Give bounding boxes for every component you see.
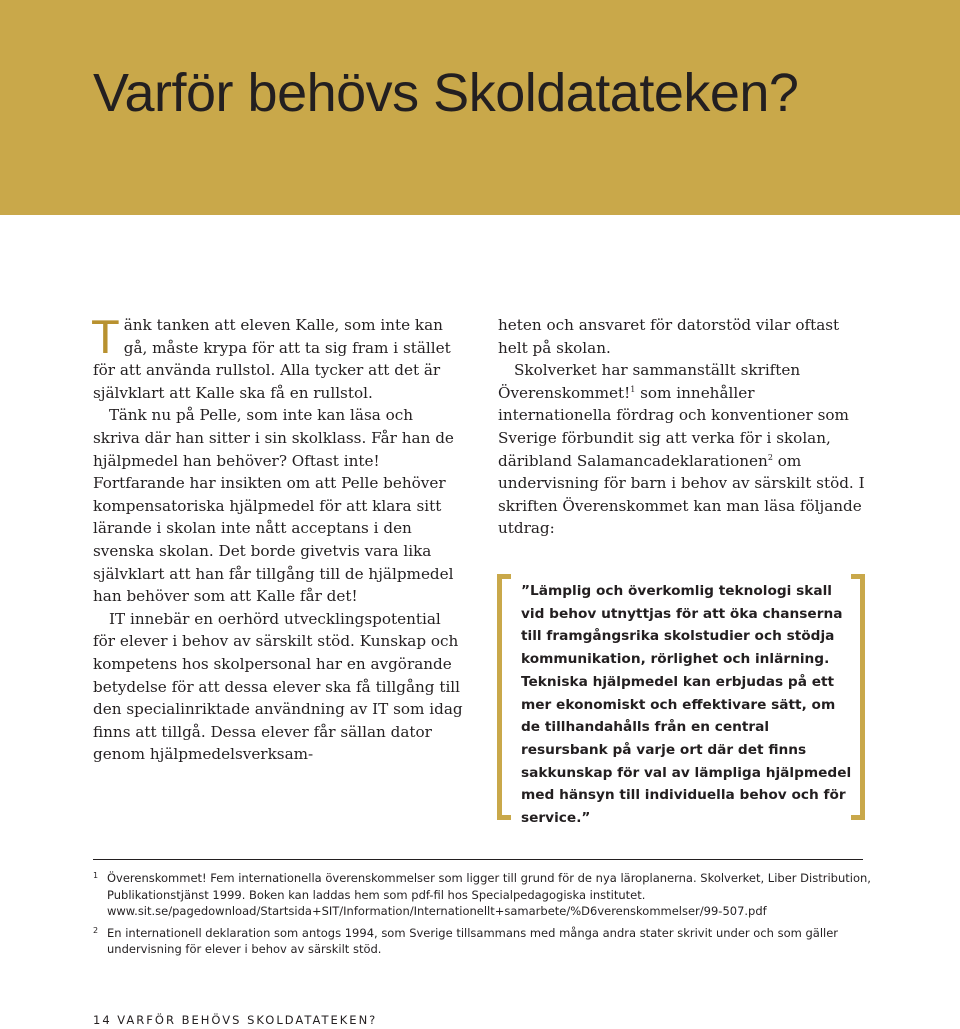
page-title: Varför behövs Skoldatateken? (93, 63, 799, 123)
footnote-number: 1 (93, 871, 99, 880)
drop-cap: T (91, 310, 120, 363)
page-number: 14 (93, 1013, 112, 1027)
paragraph-5-part-c: om undervisning för barn i behov av särskilt stöd. I skriften Överenskommet kan man läsa följande utdrag: (498, 451, 865, 538)
footnote-text: En internationell deklaration som antogs 1994, som Sverige tillsammans med många andra stater skrivit under och som gäller undervisning för elever i behov av särskilt stöd. (107, 925, 839, 956)
footnote-1 (93, 870, 883, 920)
paragraph-5-part-a: Skolverket har sammanställt skriften Överenskommet! (498, 361, 801, 402)
paragraph-5-part-b: som innehåller internationella fördrag och konventioner som Sverige förbundit sig att verka för i skolan, däribland Salamancadeklarationen (498, 383, 849, 470)
intro-paragraph (91, 310, 463, 404)
footnote-text: Överenskommet! Fem internationella överenskommelser som ligger till grund för de nya läroplanerna. Skolverket, Liber Distribution, Publikationstjänst 1999. Boken kan laddas hem som pdf-fil hos Specialpedagogiska institutet. www.sit.se/pagedownload/Startsida+SIT/Information/Internationellt+samarbete/%D6verenskommelser/99-507.pdf (107, 871, 871, 918)
quote-bracket-left (497, 574, 511, 820)
quote-bracket-right (851, 574, 865, 820)
footnote-ref-1: 1 (630, 384, 636, 394)
page-footer (93, 1013, 377, 1027)
footnote-2 (93, 925, 883, 958)
left-column (91, 310, 463, 766)
body-paragraph-4: heten och ansvaret för datorstöd vilar oftast helt på skolan. (498, 316, 840, 357)
footnote-number: 2 (93, 925, 99, 935)
running-title: VARFÖR BEHÖVS SKOLDATATEKEN? (117, 1013, 378, 1027)
body-paragraph-3: IT innebär en oerhörd utvecklingspotential för elever i behov av särskilt stöd. Kunskap och kompetens hos skolpersonal har en avgörande betydelse för att dessa elever ska få tillgång till den specialinriktade användning av IT som idag finns att tillgå. Dessa elever får sällan dator genom hjälpmedelsverksam- (93, 609, 463, 764)
pull-quote: ”Lämplig och överkomlig teknologi skall vid behov utnyttjas för att öka chanserna till framgångsrika skolstudier och stödja kommunikation, rörlighet och inlärning. Tekniska hjälpmedel kan erbjudas på ett mer ekonomiskt och effektivare sätt, om de tillhandahålls från en central resursbank på varje ort där det finns sakkunskap för val av lämpliga hjälpmedel med hänsyn till individuella behov och för service.” (521, 583, 852, 827)
body-paragraph-2: Tänk nu på Pelle, som inte kan läsa och skriva där han sitter i sin skolklass. Får han de hjälpmedel han behöver? Oftast inte! Fortfarande har insikten om att Pelle behöver kompensatoriska hjälpmedel för att klara sitt lärande i skolan inte nått acceptans i den svenska skolan. Det borde givetvis vara lika självklart att han får tillgång till de hjälpmedel han behöver som att Kalle får det! (93, 406, 454, 606)
footnotes (93, 870, 883, 963)
footnote-divider (93, 859, 863, 860)
intro-text: änk tanken att eleven Kalle, som inte kan gå, måste krypa för att ta sig fram i stället för att använda rullstol. Alla tycker att det är självklart att Kalle ska få en rullstol. (93, 316, 451, 402)
right-column (498, 314, 868, 540)
footnote-ref-2: 2 (767, 452, 773, 462)
body-paragraph-5 (498, 359, 868, 540)
